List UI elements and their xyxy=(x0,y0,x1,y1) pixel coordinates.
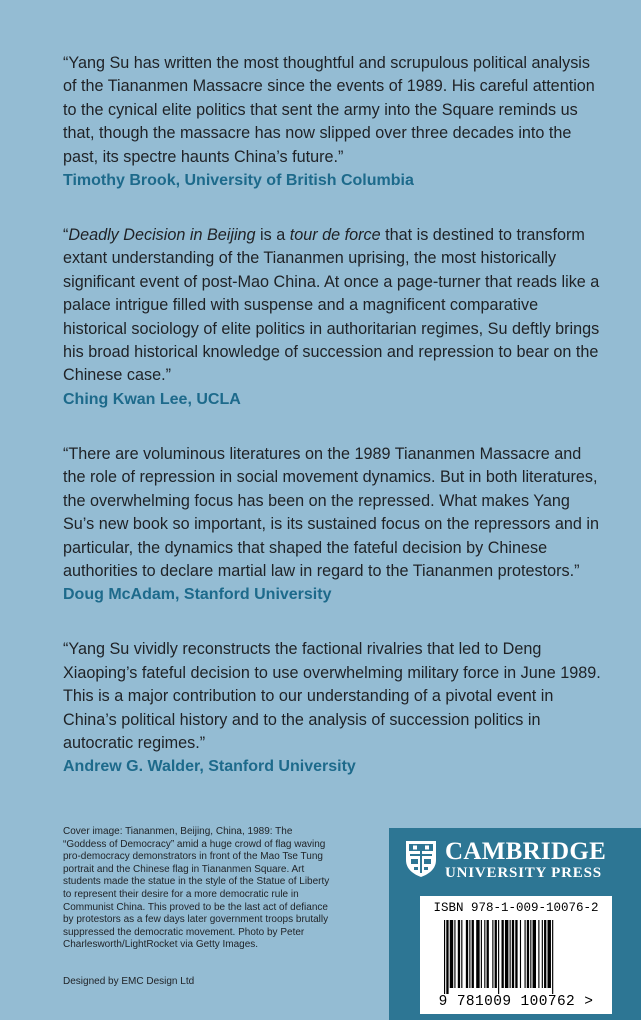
barcode-bars xyxy=(430,920,602,994)
publisher-name xyxy=(445,840,606,882)
endorsement-1 xyxy=(63,52,603,192)
publisher-name-line2: UNIVERSITY PRESS xyxy=(445,865,602,881)
cover-image-credit: Cover image: Tiananmen, Beijing, China, 1989: The “Goddess of Democracy” amid a huge crowd of flag waving pro-democracy demonstrators in front of the Mao Tse Tung portrait and the Chinese flag in Tiananmen Square. Art students made the statue in the style of the Statue of Liberty to represent their desire for a more democratic rule in Communist China. This proved to be the last act of defiance by protestors as a few days later government troops brutally suppressed the democratic movement. Photo by Peter Charlesworth/LightRocket via Getty Images. xyxy=(63,826,330,951)
endorsement-text: “Deadly Decision in Beijing is a tour de force that is destined to transform extant understanding of the Tiananmen uprising, the most historically significant event of post-Mao China. At once a page-turner that reads like a palace intrigue filled with suspense and a magnificent comparative historical sociology of elite politics in authoritarian regimes, Su deftly brings his broad historical knowledge of succession and repression to bear on the Chinese case.” xyxy=(63,226,600,385)
endorsements xyxy=(63,52,603,810)
endorsement-4 xyxy=(63,638,603,778)
book-title: Deadly Decision in Beijing xyxy=(68,226,256,245)
endorsement-text: “There are voluminous literatures on the 1989 Tiananmen Massacre and the role of repression in social movement dynamics. But in both literatures, the overwhelming focus has been on the repressed. What makes Yang Su’s new book so important, is its sustained focus on the repressors and in particular, the dynamics that shaped the fateful decision by Chinese authorities to declare martial law in regard to the Tiananmen protestors.” xyxy=(63,444,599,580)
italic-phrase: tour de force xyxy=(289,226,381,245)
isbn-barcode xyxy=(420,896,612,1014)
isbn-label: ISBN 978-1-009-10076-2 xyxy=(433,901,599,915)
endorsement-author: Timothy Brook, University of British Columbia xyxy=(63,172,414,190)
publisher-block xyxy=(389,828,641,1020)
designer-credit: Designed by EMC Design Ltd xyxy=(63,976,195,987)
endorsement-2 xyxy=(63,224,603,411)
endorsement-author: Andrew G. Walder, Stanford University xyxy=(63,758,356,776)
endorsement-author: Doug McAdam, Stanford University xyxy=(63,586,332,604)
barcode-digits: 9 781009 100762 > xyxy=(438,994,594,1010)
endorsement-author: Ching Kwan Lee, UCLA xyxy=(63,390,241,408)
endorsement-text: “Yang Su has written the most thoughtful and scrupulous political analysis of the Tiananmen Massacre since the events of 1989. His careful attention to the cynical elite politics that sent the army into the Square reminds us that, though the massacre has now slipped over three decades into the past, its spectre haunts China’s future.” xyxy=(63,54,595,166)
endorsement-3 xyxy=(63,443,603,606)
cambridge-shield-icon xyxy=(405,840,437,878)
endorsement-text: “Yang Su vividly reconstructs the factional rivalries that led to Deng Xiaoping’s fateful decision to use overwhelming military force in June 1989. This is a major contribution to our understanding of a pivotal event in China’s political history and to the analysis of succession politics in autocratic regimes.” xyxy=(63,640,601,752)
publisher-name-line1: CAMBRIDGE xyxy=(445,838,607,865)
